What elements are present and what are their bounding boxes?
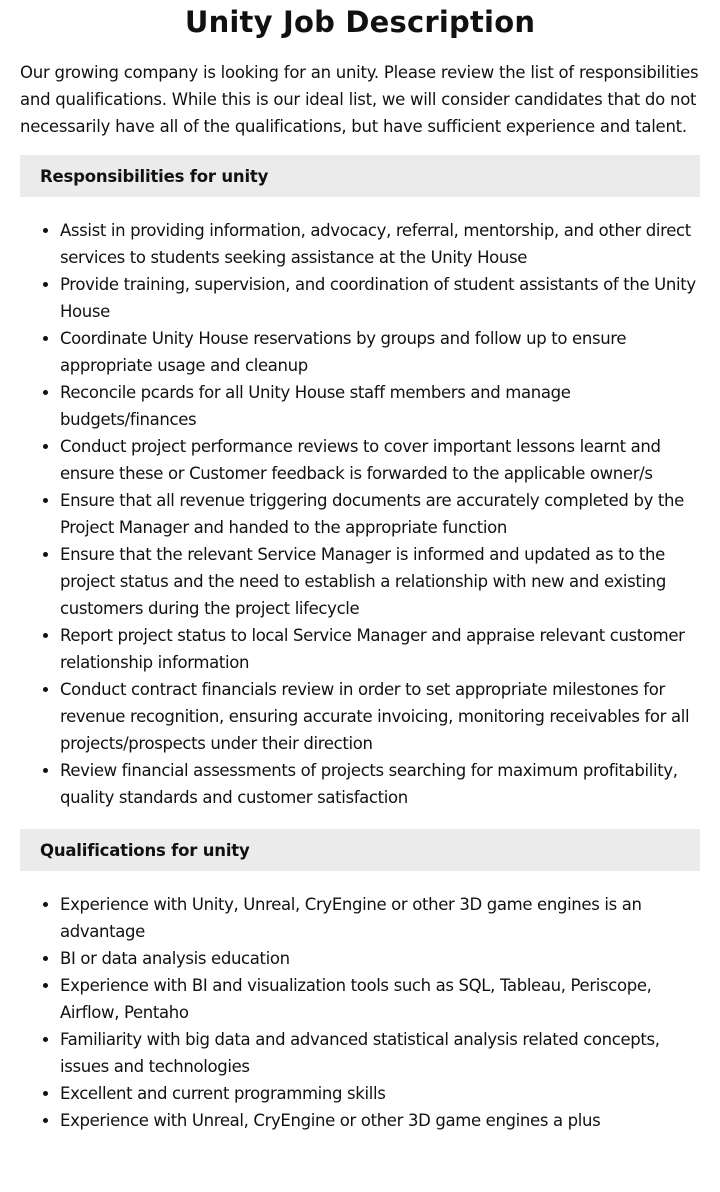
qualifications-heading: Qualifications for unity (40, 840, 250, 860)
responsibilities-section-header (20, 155, 700, 197)
responsibility-item: • Conduct contract financials review in order to set appropriate milestones for revenue recognition, ensuring accurate invoicing, monitoring receivables for all projects/prospects under their direction (60, 676, 700, 757)
qualification-item: • BI or data analysis education (60, 945, 700, 972)
responsibility-item: • Reconcile pcards for all Unity House staff members and manage budgets/finances (60, 379, 700, 433)
qualification-item: • Experience with BI and visualization tools such as SQL, Tableau, Periscope, Airflow, Pentaho (60, 972, 700, 1026)
responsibility-item: • Ensure that the relevant Service Manager is informed and updated as to the project status and the need to establish a relationship with new and existing customers during the project lifecycle (60, 541, 700, 622)
responsibility-item: • Review financial assessments of projects searching for maximum profitability, quality standards and customer satisfaction (60, 757, 700, 811)
qualification-item: • Excellent and current programming skills (60, 1080, 700, 1107)
responsibilities-heading: Responsibilities for unity (40, 166, 269, 186)
responsibility-item: • Report project status to local Service Manager and appraise relevant customer relationship information (60, 622, 700, 676)
responsibilities-list (20, 217, 700, 811)
qualification-item: • Experience with Unreal, CryEngine or other 3D game engines a plus (60, 1107, 700, 1134)
responsibility-item: • Ensure that all revenue triggering documents are accurately completed by the Project Manager and handed to the appropriate function (60, 487, 700, 541)
responsibility-item: • Assist in providing information, advocacy, referral, mentorship, and other direct services to students seeking assistance at the Unity House (60, 217, 700, 271)
qualifications-list (20, 891, 700, 1134)
qualification-item: • Experience with Unity, Unreal, CryEngine or other 3D game engines is an advantage (60, 891, 700, 945)
responsibility-item: • Conduct project performance reviews to cover important lessons learnt and ensure these or Customer feedback is forwarded to the applicable owner/s (60, 433, 700, 487)
page-title: Unity Job Description (184, 5, 536, 39)
qualification-item: • Familiarity with big data and advanced statistical analysis related concepts, issues and technologies (60, 1026, 700, 1080)
qualifications-section-header (20, 829, 700, 871)
responsibility-item: • Coordinate Unity House reservations by groups and follow up to ensure appropriate usage and cleanup (60, 325, 700, 379)
intro-paragraph: Our growing company is looking for an unity. Please review the list of responsibilities and qualifications. While this is our ideal list, we will consider candidates that do not necessarily have all of the qualifications, but have sufficient experience and talent. (20, 63, 699, 136)
responsibility-item: • Provide training, supervision, and coordination of student assistants of the Unity House (60, 271, 700, 325)
